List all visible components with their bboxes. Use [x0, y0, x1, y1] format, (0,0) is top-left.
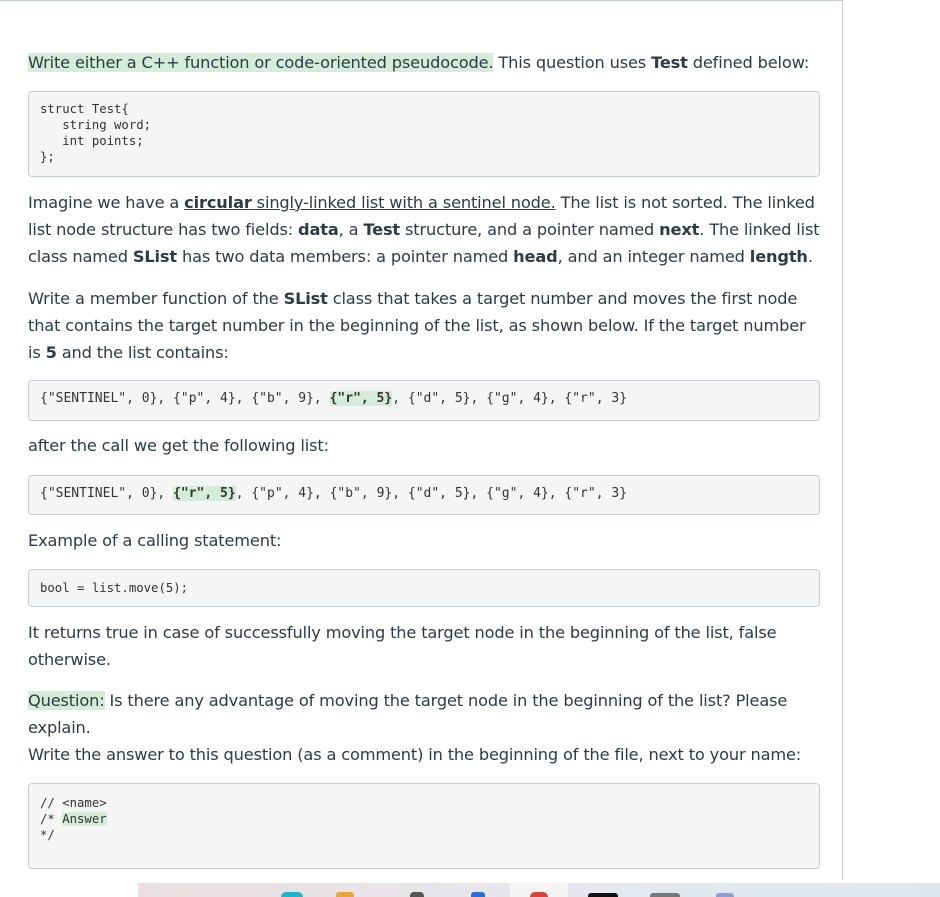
answer-highlight: Answer — [62, 812, 107, 826]
list-before-code-block: {"SENTINEL", 0}, {"p", 4}, {"b", 9}, {"r", 5}, {"d", 5}, {"g", 4}, {"r", 3} — [28, 380, 820, 421]
intro-paragraph: Write either a C++ function or code-oriented pseudocode. This question uses Test defined below: — [28, 53, 810, 72]
moved-node-highlight: {"r", 5} — [173, 486, 236, 501]
taskbar — [138, 883, 940, 897]
struct-code-block: struct Test{ string word; int points; }; — [28, 91, 820, 177]
terminal-icon[interactable] — [588, 893, 618, 897]
intro-highlight: Write either a C++ function or code-oriented pseudocode. — [28, 53, 494, 72]
task-paragraph: Write a member function of the SList class that takes a target number and moves the first node that contains the target number in the beginning of the list, as shown below. If the target number is 5 and the list contains: — [28, 289, 806, 362]
store-icon[interactable] — [410, 892, 424, 897]
folder-icon[interactable] — [336, 892, 354, 897]
edge-icon[interactable] — [281, 892, 303, 897]
description-paragraph: Imagine we have a circular singly-linked list with a sentinel node. The list is not sorted. The linked list node structure has two fields: data, a Test structure, and a pointer named next. The linked list class named SList has two data members: a pointer named head, and an integer named length. — [28, 193, 820, 266]
list-after-code-block: {"SENTINEL", 0}, {"r", 5}, {"p", 4}, {"b", 9}, {"d", 5}, {"g", 4}, {"r", 3} — [28, 475, 820, 515]
after-call-text: after the call we get the following list: — [28, 436, 329, 455]
app-icon[interactable] — [650, 893, 680, 897]
question-paragraph: Question: Is there any advantage of moving the target node in the beginning of the list? Please explain. — [28, 691, 788, 737]
vscode-icon[interactable] — [716, 893, 734, 897]
target-node-highlight: {"r", 5} — [329, 391, 393, 406]
call-code-block: bool = list.move(5); — [28, 569, 820, 607]
write-answer-text: Write the answer to this question (as a comment) in the beginning of the file, next to your name: — [28, 745, 802, 764]
mail-icon[interactable] — [471, 892, 485, 897]
chrome-icon[interactable] — [530, 892, 548, 897]
example-text: Example of a calling statement: — [28, 531, 282, 550]
answer-code-block: // <name> /* Answer */ — [28, 783, 820, 869]
question-label: Question: — [28, 691, 105, 710]
returns-paragraph: It returns true in case of successfully moving the target node in the beginning of the list, false otherwise. — [28, 623, 777, 669]
